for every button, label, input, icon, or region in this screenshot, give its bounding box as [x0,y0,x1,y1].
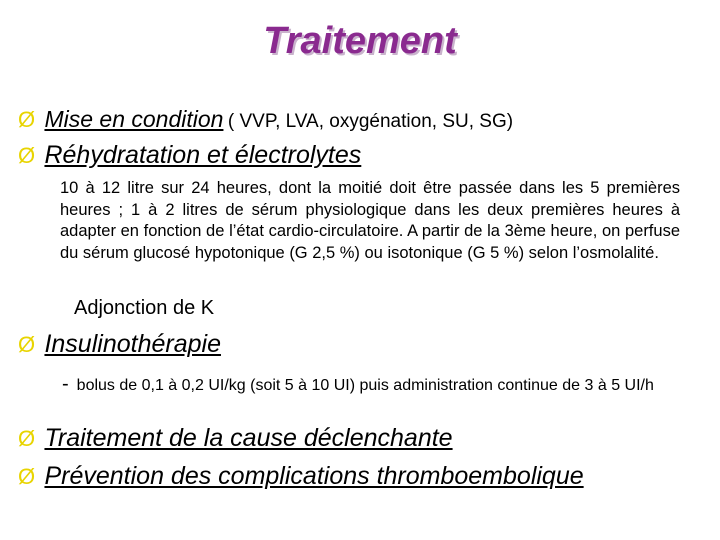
arrow-bullet-icon: Ø [18,464,36,489]
bullet-prevention [18,462,584,491]
adjonction-text: Adjonction de K [74,297,215,319]
insulino-text: bolus de 0,1 à 0,2 UI/kg (soit 5 à 10 UI) puis administration continue de 3 à 5 UI/h [76,377,654,394]
bullet-label: Réhydratation et électrolytes [44,141,362,169]
page-title: Traitement [263,20,457,62]
rehydratation-paragraph: 10 à 12 litre sur 24 heures, dont la moitié doit être passée dans les 5 premières heures ; 1 à 2 litres de sérum physiologique dans les deux premières heures à adapter en fonction de l’état cardio-circulatoire. A partir de la 3ème heure, on perfuse du sérum glucosé hypotonique (G 2,5 %) ou isotonique (G 5 %) selon l’osmolalité. [60,179,680,262]
arrow-bullet-icon: Ø [18,143,36,168]
bullet-label: Insulinothérapie [44,330,221,358]
bullet-detail: ( VVP, LVA, oxygénation, SU, SG) [227,111,514,132]
arrow-bullet-icon: Ø [18,332,36,357]
dash-marker: - [62,373,69,395]
insulino-paragraph [62,373,687,397]
arrow-bullet-icon: Ø [18,426,36,451]
bullet-label: Traitement de la cause déclenchante [44,424,453,452]
bullet-cause [18,424,453,453]
bullet-insulinotherapie [18,330,221,359]
bullet-mise-en-condition [18,106,513,133]
bullet-label: Mise en condition [44,106,224,132]
bullet-rehydratation [18,141,361,170]
bullet-label: Prévention des complications thromboembolique [44,462,584,490]
arrow-bullet-icon: Ø [18,107,36,132]
